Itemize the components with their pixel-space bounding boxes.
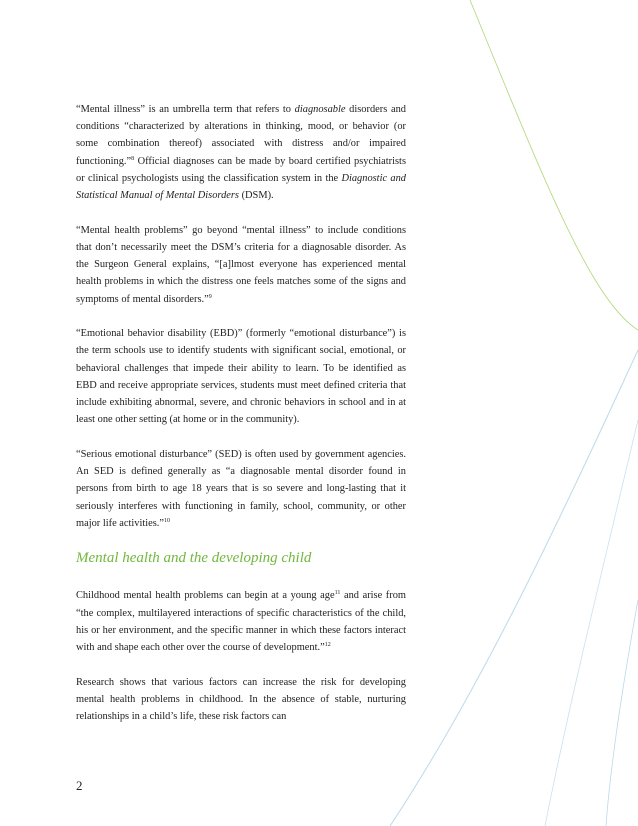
footnote-ref: 12 bbox=[324, 642, 331, 649]
text-run: Research shows that various factors can increase the risk for developing mental health problems in childhood. In the absence of stable, nurturing relationships in a child’s life, these risk factors can bbox=[76, 676, 406, 723]
paragraph-research bbox=[76, 674, 406, 726]
footnote-ref: 10 bbox=[164, 517, 170, 524]
paragraph-mental-health-problems bbox=[76, 222, 406, 308]
footnote-ref: 11 bbox=[334, 590, 341, 597]
decorative-curve-blue-2 bbox=[545, 420, 638, 826]
paragraph-ebd bbox=[76, 325, 406, 428]
text-run: and arise from “the complex, multilayered interactions of specific characteristics of the child, his or her environment, and the specific manner in which these factors interact with and shape each other over the course of development.” bbox=[76, 590, 406, 654]
decorative-curve-blue-3 bbox=[606, 600, 638, 826]
page-number: 2 bbox=[76, 778, 83, 793]
document-body bbox=[76, 101, 406, 725]
decorative-curve-blue bbox=[390, 350, 638, 826]
text-run: disorders and conditions “characterized by alterations in thinking, mood, or behavior (or some combination thereof) associated with distress and/or impaired functioning.” bbox=[76, 104, 406, 167]
text-run: (DSM). bbox=[238, 190, 274, 202]
text-run: “Emotional behavior disability (EBD)” (formerly “emotional disturbance”) is the term schools use to identify students with significant social, emotional, or behavioral challenges that impede their ability to learn. To be identified as EBD and receive appropriate services, students must meet defined criteria that include exhibiting abnormal, severe, and chronic behaviors in school and in at least one other setting (at home or in the community). bbox=[76, 328, 406, 426]
text-run: “Mental illness” is an umbrella term that refers to bbox=[76, 104, 295, 115]
paragraph-mental-illness bbox=[76, 101, 406, 204]
text-run: “Mental health problems” go beyond “mental illness” to include conditions that don’t necessarily meet the DSM’s criteria for a diagnosable disorder. As the Surgeon General explains, “[a]lmost everyone has experienced mental health problems in which the distress one feels matches some of the signs and symptoms of mental disorders.” bbox=[76, 224, 406, 305]
paragraph-childhood bbox=[76, 587, 406, 656]
footnote-ref: 8 bbox=[131, 155, 135, 162]
text-run: Official diagnoses can be made by board certified psychiatrists or clinical psychologists using the classification system in the bbox=[76, 155, 406, 184]
decorative-curve-green bbox=[470, 0, 638, 330]
section-heading: Mental health and the developing child bbox=[76, 550, 312, 567]
paragraph-sed bbox=[76, 446, 406, 532]
italic-text: diagnosable bbox=[294, 104, 346, 115]
footnote-ref: 9 bbox=[208, 293, 212, 300]
italic-text: Diagnostic and Statistical Manual of Mental Disorders bbox=[76, 172, 406, 202]
text-run: Childhood mental health problems can begin at a young age bbox=[76, 590, 335, 602]
text-run: “Serious emotional disturbance” (SED) is often used by government agencies. An SED is defined generally as “a diagnosable mental disorder found in persons from birth to age 18 years that is so severe and long-lasting that it seriously interferes with functioning in family, school, community, or other major life activities.” bbox=[76, 448, 406, 529]
